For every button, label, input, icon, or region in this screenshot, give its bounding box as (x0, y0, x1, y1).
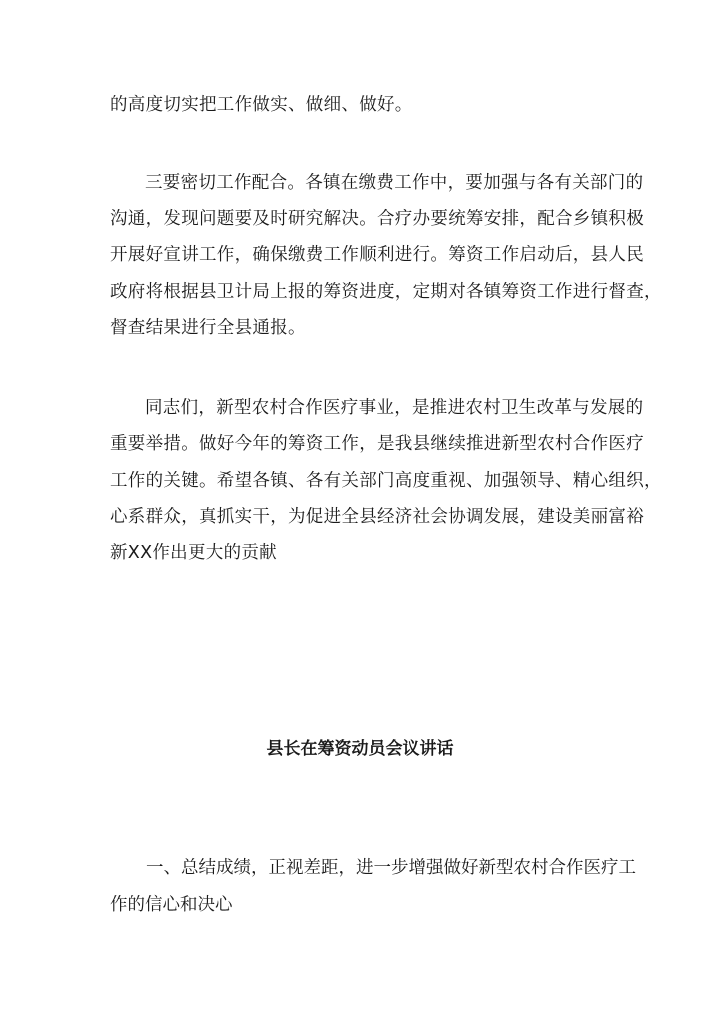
paragraph-2-line-2: 沟通，发现问题要及时研究解决。合疗办要统筹安排，配合乡镇积极 (110, 209, 644, 229)
paragraph-2-line-4: 政府将根据县卫计局上报的筹资进度，定期对各镇筹资工作进行督查， (110, 282, 662, 302)
paragraph-2-line-3: 开展好宣讲工作，确保缴费工作顺利进行。筹资工作启动后，县人民 (110, 245, 644, 265)
paragraph-3-line-4: 心系群众，真抓实干，为促进全县经济社会协调发展，建设美丽富裕 (110, 507, 644, 527)
paragraph-3-line-3: 工作的关键。希望各镇、各有关部门高度重视、加强领导、精心组织， (110, 471, 662, 491)
paragraph-3-line-2: 重要举措。做好今年的筹资工作，是我县继续推进新型农村合作医疗 (110, 434, 644, 454)
paragraph-2-line-5: 督查结果进行全县通报。 (110, 318, 306, 338)
paragraph-3-line-5: 新XX作出更大的贡献 (110, 543, 277, 563)
document-title: 县长在筹资动员会议讲话 (266, 739, 454, 759)
section-1-heading-line-2: 作的信心和决心 (110, 895, 233, 915)
paragraph-3-line-1: 同志们，新型农村合作医疗事业，是推进农村卫生改革与发展的 (145, 398, 644, 418)
paragraph-1-line-1: 的高度切实把工作做实、做细、做好。 (110, 95, 413, 115)
paragraph-2-line-1: 三要密切工作配合。各镇在缴费工作中，要加强与各有关部门的 (145, 173, 644, 193)
section-1-heading-line-1: 一、总结成绩，正视差距，进一步增强做好新型农村合作医疗工 (146, 858, 636, 878)
